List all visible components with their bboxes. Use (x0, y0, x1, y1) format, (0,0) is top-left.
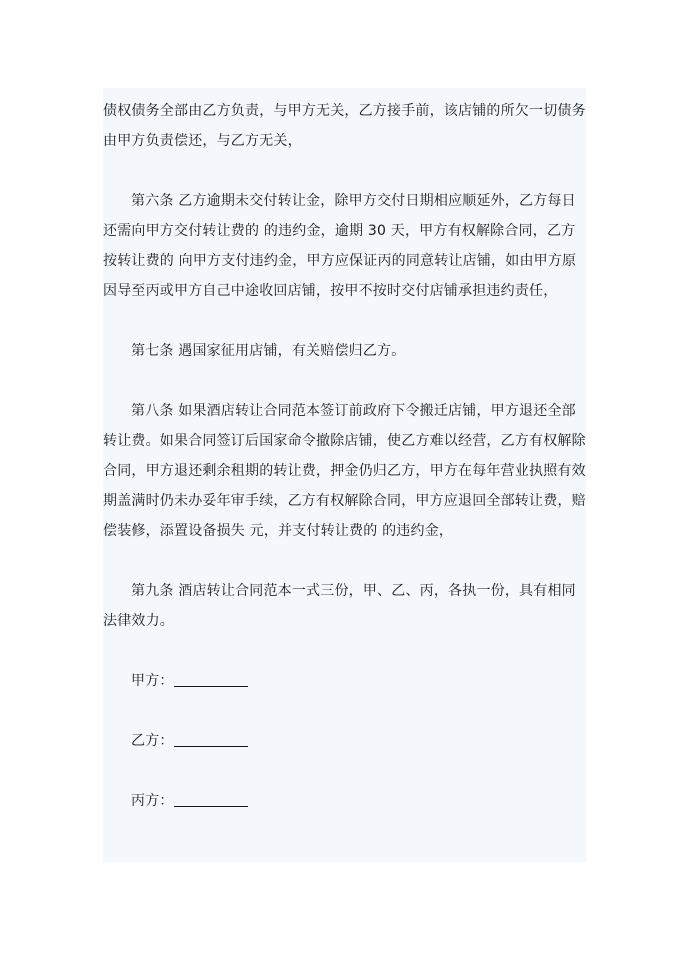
signature-label-party-b: 乙方： (131, 733, 174, 749)
paragraph-article-9: 第九条 酒店转让合同范本一式三份，甲、乙、丙，各执一份，具有相同法律效力。 (103, 583, 576, 629)
signature-label-party-a: 甲方： (131, 673, 174, 689)
signature-party-a (103, 666, 586, 696)
signature-party-b (103, 726, 586, 756)
document-body (103, 96, 586, 816)
signature-party-c (103, 786, 586, 816)
signature-blank-party-b[interactable] (174, 730, 248, 747)
paragraph-article-6: 第六条 乙方逾期未交付转让金，除甲方交付日期相应顺延外，乙方每日还需向甲方交付转让费的 的违约金，逾期 30 天，甲方有权解除合同，乙方按转让费的 向甲方支付违约金，甲方应保证丙的同意转让店铺，如由甲方原因导至丙或甲方自己中途收回店铺，按甲不按时交付店铺承担违约责任， (103, 193, 577, 299)
paragraph-article-8: 第八条 如果酒店转让合同范本签订前政府下令搬迁店铺，甲方退还全部转让费。如果合同签订后国家命令撤除店铺，使乙方难以经营，乙方有权解除合同，甲方退还剩余租期的转让费，押金仍归乙方，甲方在每年营业执照有效期盖满时仍未办妥年审手续，乙方有权解除合同，甲方应退回全部转让费，赔偿装修，添置设备损失 元，并支付转让费的 的违约金， (103, 403, 586, 539)
signature-label-party-c: 丙方： (131, 793, 174, 809)
paragraph-debt-clause: 债权债务全部由乙方负责，与甲方无关，乙方接手前，该店铺的所欠一切债务由甲方负责偿还，与乙方无关， (103, 103, 586, 149)
paragraph-article-7: 第七条 遇国家征用店铺，有关赔偿归乙方。 (131, 343, 406, 359)
signature-blank-party-c[interactable] (174, 790, 248, 807)
signature-blank-party-a[interactable] (174, 670, 248, 687)
